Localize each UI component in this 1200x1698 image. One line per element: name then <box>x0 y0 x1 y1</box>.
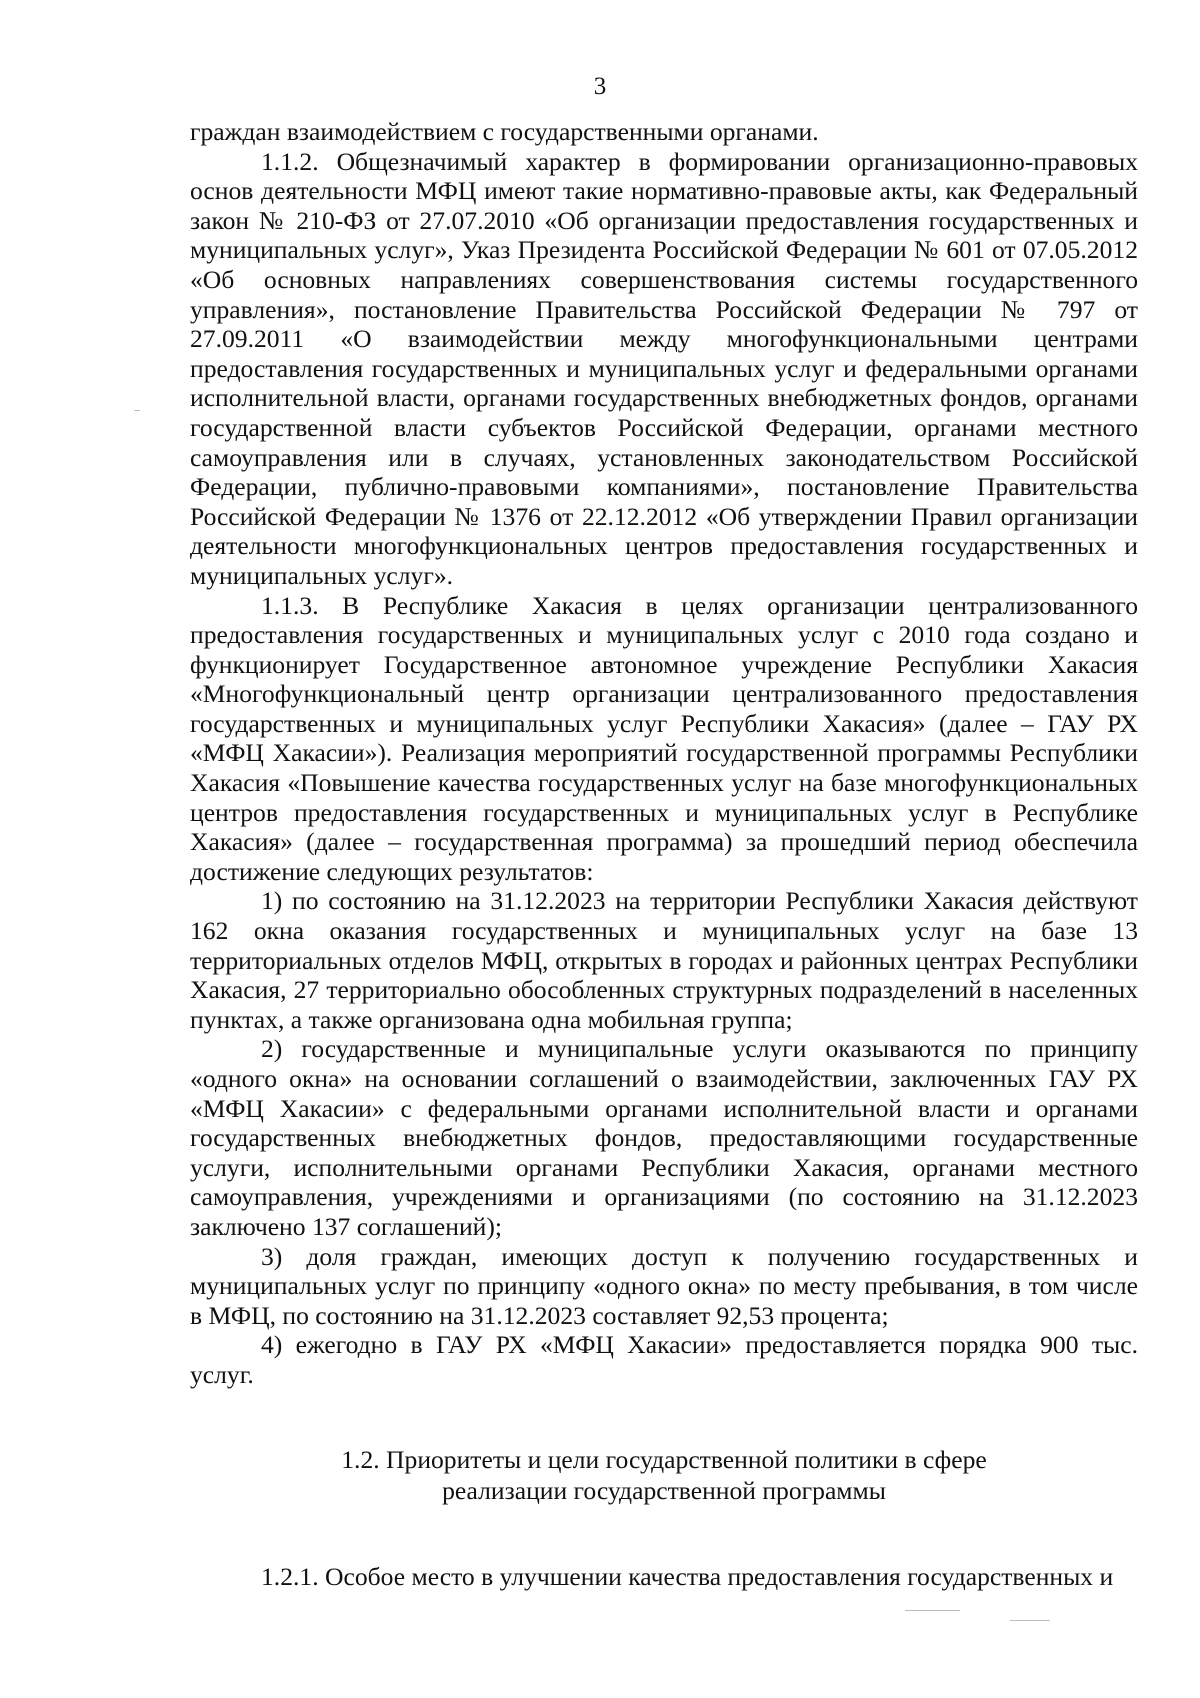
scan-artifact <box>134 410 140 411</box>
paragraph-1-1-2: 1.1.2. Общезначимый характер в формировании организационно-правовых основ деятельности МФЦ имеют такие нормативно-правовые акты, как Федеральный закон № 210-ФЗ от 27.07.2010 «Об организации предоставления государственных и муниципальных услуг», Указ Президента Российской Федерации № 601 от 07.05.2012 «Об основных направлениях совершенствования системы государственного управления», постановление Правительства Российской Федерации № 797 от 27.09.2011 «О взаимодействии между многофункциональными центрами предоставления государственных и муниципальных услуг и федеральными органами исполнительной власти, органами государственных внебюджетных фондов, органами государственной власти субъектов Российской Федерации, органами местного самоуправления или в случаях, установленных законодательством Российской Федерации, публично-правовыми компаниями», постановление Правительства Российской Федерации № 1376 от 22.12.2012 «Об утверждении Правил организации деятельности многофункциональных центров предоставления государственных и муниципальных услуг». <box>190 146 1138 590</box>
list-item-2: 2) государственные и муниципальные услуги оказываются по принципу «одного окна» на основании соглашений о взаимодействии, заключенных ГАУ РХ «МФЦ Хакасии» с федеральными органами исполнительной власти и органами государственных внебюджетных фондов, предоставляющими государственные услуги, исполнительными органами Республики Хакасия, органами местного самоуправления, учреждениями и организациями (по состоянию на 31.12.2023 заключено 137 соглашений); <box>190 1034 1138 1241</box>
scan-artifact <box>905 1610 960 1611</box>
section-heading-1-2 <box>190 1444 1138 1506</box>
section-heading-line-1: 1.2. Приоритеты и цели государственной политики в сфере <box>341 1444 987 1474</box>
paragraph-continuation: граждан взаимодействием с государственными органами. <box>190 117 819 146</box>
section-heading-line-2: реализации государственной программы <box>442 1475 886 1505</box>
page-number: 3 <box>593 73 607 100</box>
paragraph-1-2-1: 1.2.1. Особое место в улучшении качества предоставления государственных и <box>261 1561 1114 1591</box>
list-item-4: 4) ежегодно в ГАУ РХ «МФЦ Хакасии» предоставляется порядка 900 тыс. услуг. <box>190 1330 1138 1389</box>
list-item-1: 1) по состоянию на 31.12.2023 на территории Республики Хакасия действуют 162 окна оказания государственных и муниципальных услуг на базе 13 территориальных отделов МФЦ, открытых в городах и районных центрах Республики Хакасия, 27 территориально обособленных структурных подразделений в населенных пунктах, а также организована одна мобильная группа; <box>190 886 1138 1034</box>
list-item-3: 3) доля граждан, имеющих доступ к получению государственных и муниципальных услуг по принципу «одного окна» по месту пребывания, в том числе в МФЦ, по состоянию на 31.12.2023 составляет 92,53 процента; <box>190 1241 1138 1330</box>
document-body <box>190 117 1138 1591</box>
scan-artifact <box>1010 1620 1050 1621</box>
paragraph-1-1-3: 1.1.3. В Республике Хакасия в целях организации централизованного предоставления государственных и муниципальных услуг с 2010 года создано и функционирует Государственное автономное учреждение Республики Хакасия «Многофункциональный центр организации централизованного предоставления государственных и муниципальных услуг Республики Хакасия» (далее – ГАУ РХ «МФЦ Хакасии»). Реализация мероприятий государственной программы Республики Хакасия «Повышение качества государственных услуг на базе многофункциональных центров предоставления государственных и муниципальных услуг в Республике Хакасия» (далее – государственная программа) за прошедший период обеспечила достижение следующих результатов: <box>190 590 1138 886</box>
